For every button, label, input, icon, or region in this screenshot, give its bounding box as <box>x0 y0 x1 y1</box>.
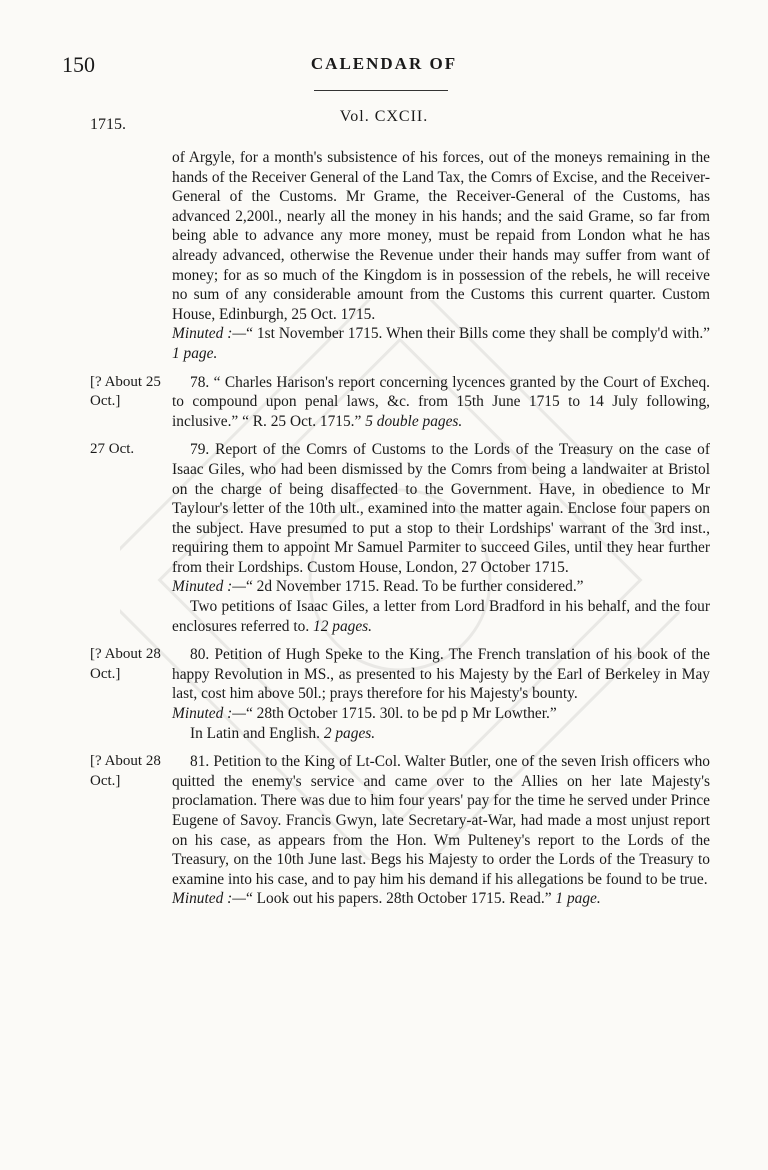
minute-label: Minuted :— <box>172 705 246 723</box>
calendar-body <box>90 130 710 918</box>
entry-date: [? About 28 Oct.] <box>90 646 161 682</box>
entry-text <box>172 645 710 743</box>
entry-minute <box>172 704 710 724</box>
entry-minute <box>172 577 710 597</box>
minute-label: Minuted :— <box>172 890 246 908</box>
entry-date: 27 Oct. <box>90 441 135 458</box>
entry-date <box>90 148 172 364</box>
page-count: 2 pages. <box>323 724 376 742</box>
minute-text: “ 1st November 1715. When their Bills come they shall be comply'd with.” <box>246 325 710 343</box>
entry-date: [? About 25 Oct.] <box>90 373 161 410</box>
entry-paragraph: of Argyle, for a month's subsistence of his forces, out of the moneys remaining in the hands of the Receiver General of the Land Tax, the Comrs of Excise, and the Receiver-General of the Customs. Mr Grame, the Receiver-General of the Customs, has advanced 2,200l., nearly all the money in his hands; and the said Grame, so far from being able to advance any more money, must be repaid from London what he has already advanced, otherwise the Revenue under their hands may suffer from want of money; for as so much of the Kingdom is in possession of the rebels, he will receive no sum of any considerable amount from the Customs this current quarter. Custom House, Edinburgh, 25 Oct. 1715. <box>172 149 710 323</box>
entry-paragraph: 80. Petition of Hugh Speke to the King. The French translation of his book of the happy Revolution in MS., as presented to his Majesty by the Earl of Berkeley in May last, cost him above 50l.; prays therefore for his Majesty's bounty. <box>172 646 710 703</box>
page-count: 5 double pages. <box>365 412 463 430</box>
minute-label: Minuted :— <box>172 325 247 343</box>
entry-text <box>172 148 710 364</box>
entry-text <box>172 752 710 909</box>
entry-language <box>172 724 710 744</box>
calendar-entry <box>90 645 710 743</box>
minute-text: “ Look out his papers. 28th October 1715. Read.” <box>245 890 552 908</box>
entry-paragraph: 79. Report of the Comrs of Customs to the Lords of the Treasury on the case of Isaac Giles, who had been dismissed by the Comrs from being a landwaiter at Bristol on the charge of being disaffected to the Government. Have, in obedience to Mr Taylour's letter of the 10th ult., examined into the matter again. Enclose four papers on the subject. Have presumed to put a stop to their Lordships' warrant of the 3rd inst., requiring them to appoint Mr Samuel Parmiter to succeed Giles, until they hear further from their Lordships. Custom House, London, 27 October 1715. <box>172 441 710 576</box>
year-margin: 1715. <box>90 116 126 133</box>
enclosures-text: Two petitions of Isaac Giles, a letter from Lord Bradford in his behalf, and the four enclosures referred to. <box>172 598 710 635</box>
minute-label: Minuted :— <box>172 578 246 596</box>
entry-paragraph <box>172 373 710 432</box>
running-head: CALENDAR OF <box>310 54 458 73</box>
entry-minute <box>172 889 710 909</box>
volume-heading: Vol. CXCII. <box>339 108 429 125</box>
entry-paragraph-text: 78. “ Charles Harison's report concerning lycences granted by the Court of Excheq. to compound upon penal laws, &c. from 15th June 1715 to 14 July following, inclusive.” “ R. 25 Oct. 1715.” <box>172 373 710 430</box>
entry-date: [? About 28 Oct.] <box>90 753 161 789</box>
entry-text <box>172 440 710 636</box>
entry-paragraph: 81. Petition to the King of Lt-Col. Walter Butler, one of the seven Irish officers who quitted the enemy's service and came over to the Allies on her late Majesty's proclamation. There was due to him four years' pay for the time he served under Prince Eugene of Savoy. Francis Gwyn, late Secretary-at-War, had made a most unjust report on his case, as appears from the Hon. Wm Pulteney's report to the Lords of the Treasury, on the 10th June last. Begs his Majesty to order the Lords of the Treasury to examine into his case, and to pay him his demand if his allegations be found to be true. <box>172 753 710 888</box>
page-count: 1 page. <box>172 344 218 362</box>
language-text: In Latin and English. <box>190 724 320 742</box>
calendar-entry <box>90 440 710 636</box>
minute-text: “ 2d November 1715. Read. To be further considered.” <box>245 578 584 596</box>
page-count: 1 page. <box>555 890 601 908</box>
calendar-entry <box>90 752 710 909</box>
calendar-entry <box>90 130 710 364</box>
entry-enclosures <box>172 597 710 636</box>
page-count: 12 pages. <box>313 617 373 635</box>
header-rule <box>314 90 448 91</box>
entry-minute <box>172 324 710 363</box>
calendar-entry <box>90 373 710 432</box>
entry-text <box>172 373 710 432</box>
page-number: 150 <box>62 52 95 77</box>
minute-text: “ 28th October 1715. 30l. to be pd p Mr Lowther.” <box>245 705 557 723</box>
